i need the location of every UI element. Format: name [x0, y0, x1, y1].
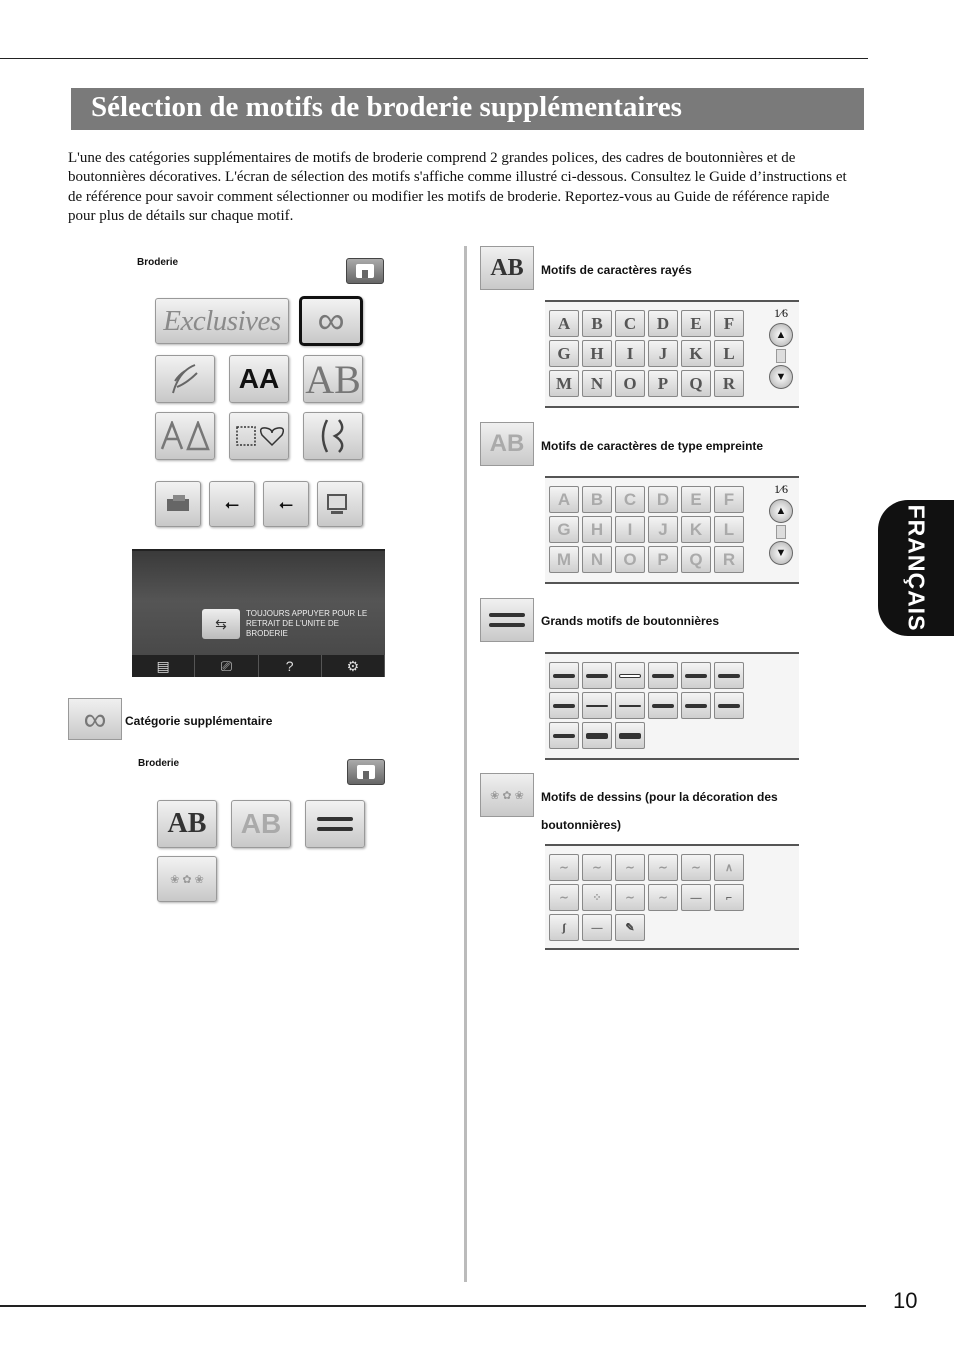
letter-cell[interactable]: N [582, 370, 612, 397]
letter-cell[interactable]: F [714, 486, 744, 513]
letter-cell[interactable]: R [714, 370, 744, 397]
toolbar-doc-button[interactable]: ▤ [132, 655, 195, 677]
buttonholes-panel [545, 652, 799, 760]
drawing-cell[interactable] [681, 854, 711, 881]
decoration-icon: ∼ [625, 862, 635, 874]
page-fraction: 1⁄6 [773, 306, 788, 320]
striped-letters-grid [549, 310, 744, 397]
font-category-button[interactable] [229, 355, 289, 403]
drawing-cell[interactable] [615, 884, 645, 911]
letter-cell[interactable]: B [582, 486, 612, 513]
scrollbar[interactable] [776, 525, 786, 539]
scroll-up-button[interactable]: ▲ [769, 323, 793, 347]
decoration-icon: — [690, 891, 702, 904]
striped-letters-panel [545, 300, 799, 408]
usb-mouse-icon: ⭠ [278, 493, 294, 514]
usb-button[interactable] [209, 481, 255, 527]
buttonhole-cell[interactable] [615, 692, 645, 719]
letter-cell[interactable]: L [714, 340, 744, 367]
imprint-letters-icon: AB [240, 808, 282, 839]
striped-letters-icon: AB [167, 808, 207, 839]
buttonhole-cell[interactable] [582, 662, 612, 689]
letter-cell[interactable]: P [648, 546, 678, 573]
letter-cell[interactable]: A [549, 310, 579, 337]
screen1-label: Broderie [137, 257, 179, 268]
pager [766, 306, 796, 391]
buttonhole-cell[interactable] [714, 692, 744, 719]
infinity-icon: ∞ [83, 700, 107, 737]
drawing-cell[interactable] [714, 884, 744, 911]
letter-cell[interactable]: Q [681, 546, 711, 573]
striped-thumb [480, 246, 534, 290]
home-icon [356, 264, 374, 278]
decoration-icon: — [591, 921, 603, 934]
infinity-icon: ∞ [317, 299, 345, 342]
drawing-cell[interactable] [549, 914, 579, 941]
home-icon [357, 765, 375, 779]
screen2-label: Broderie [138, 758, 180, 769]
column-divider [464, 246, 467, 1282]
drawing-cell[interactable] [648, 884, 678, 911]
status-screen [132, 549, 385, 677]
drawings-panel [545, 844, 799, 950]
top-rule [0, 58, 868, 59]
decoration-icon: ❀ ✿ ❀ [490, 789, 524, 802]
letter-cell[interactable]: M [549, 370, 579, 397]
letter-cell[interactable]: R [714, 546, 744, 573]
buttonhole-cell[interactable] [549, 722, 579, 749]
letter-cell[interactable]: D [648, 486, 678, 513]
drawing-cell[interactable] [582, 854, 612, 881]
category-caption: Catégorie supplémentaire [125, 714, 273, 728]
letter-cell[interactable]: A [549, 486, 579, 513]
letter-cell[interactable]: L [714, 516, 744, 543]
machine-memory-button[interactable] [155, 481, 201, 527]
decoration-icon: ⁘ [592, 892, 602, 904]
letter-cell[interactable]: Q [681, 370, 711, 397]
floral-category-button[interactable] [155, 355, 215, 403]
letter-cell[interactable]: E [681, 486, 711, 513]
drawings-thumb [480, 773, 534, 817]
letter-cell[interactable]: I [615, 340, 645, 367]
pager [766, 482, 796, 567]
font-ab-label: AB [305, 356, 361, 402]
scroll-down-button[interactable]: ▼ [769, 541, 793, 565]
letter-cell[interactable]: K [681, 340, 711, 367]
buttonhole-cell[interactable] [549, 692, 579, 719]
drawings-button[interactable] [157, 856, 217, 902]
striped-letters-icon: AB [490, 254, 524, 281]
decoration-icon: ʃ [562, 921, 566, 934]
drawing-cell[interactable] [582, 884, 612, 911]
imprint-letters-icon: AB [489, 430, 525, 457]
striped-caption: Motifs de caractères rayés [541, 263, 692, 277]
drawing-cell[interactable] [582, 914, 612, 941]
buttonhole-cell[interactable] [681, 692, 711, 719]
letter-cell[interactable]: D [648, 310, 678, 337]
buttonhole-cell[interactable] [615, 662, 645, 689]
decoration-icon: ∼ [559, 892, 569, 904]
letter-cell[interactable]: J [648, 516, 678, 543]
drawings-caption-line2: boutonnières) [541, 818, 621, 832]
drawings-caption-line1: Motifs de dessins (pour la décoration des [541, 790, 778, 804]
letter-cell[interactable]: H [582, 516, 612, 543]
buttonholes-grid [549, 662, 744, 749]
alphabet-outline-button[interactable] [155, 412, 215, 460]
decoration-icon: ✎ [625, 922, 635, 934]
title-bar [71, 88, 864, 130]
usb-icon: ⭠ [224, 493, 240, 514]
computer-icon [325, 492, 355, 516]
letter-cell[interactable]: N [582, 546, 612, 573]
drawings-grid [549, 854, 744, 941]
decoration-icon: ⌐ [725, 891, 733, 904]
intro-paragraph: L'une des catégories supplémentaires de motifs de broderie comprend 2 grandes polices, des cadres de boutonnières et de boutonnières décoratives. L'écran de sélection des motifs s'affiche comme illustré ci-dessous. Consultez le Guide d’instructions et de référence pour savoir comment sélectionner ou modifier les motifs de broderie. Reportez-vous au Guide de référence rapide pour plus de détails sur chaque motif. [68, 150, 847, 224]
buttonholes-thumb [480, 598, 534, 642]
home-button[interactable] [346, 258, 384, 284]
decoration-icon: ∼ [691, 862, 701, 874]
buttonhole-cell[interactable] [582, 692, 612, 719]
decoration-icon: ∼ [559, 862, 569, 874]
decoration-icon: ∼ [658, 892, 668, 904]
language-tab [878, 500, 954, 636]
letter-cell[interactable]: G [549, 340, 579, 367]
stitch-icon [313, 416, 353, 456]
letter-cell[interactable]: I [615, 516, 645, 543]
exclusives-button[interactable] [155, 298, 289, 344]
letter-cell[interactable]: B [582, 310, 612, 337]
scroll-down-button[interactable]: ▼ [769, 365, 793, 389]
striped-letters-button[interactable] [157, 800, 217, 848]
buttonhole-icon [317, 817, 353, 831]
drawing-cell[interactable] [549, 854, 579, 881]
machine-icon [163, 493, 193, 515]
drawing-cell[interactable] [714, 854, 744, 881]
status-message: TOUJOURS APPUYER POUR LE RETRAIT DE L'UNITE DE BRODERIE [246, 609, 368, 638]
utility-category-button[interactable] [303, 412, 363, 460]
letter-cell[interactable]: J [648, 340, 678, 367]
scrollbar[interactable] [776, 349, 786, 363]
buttonhole-cell[interactable] [714, 662, 744, 689]
bottom-rule [0, 1305, 866, 1307]
exclusives-label: Exclusives [163, 304, 281, 337]
page-fraction: 1⁄6 [773, 482, 788, 496]
screen-toolbar [132, 655, 385, 677]
monogram-category-button[interactable] [303, 355, 363, 403]
frame-category-button[interactable] [229, 412, 289, 460]
decoration-icon: ∧ [724, 862, 734, 874]
buttonhole-cell[interactable] [681, 662, 711, 689]
letter-cell[interactable]: K [681, 516, 711, 543]
home-button[interactable] [347, 759, 385, 785]
drawing-cell[interactable] [549, 884, 579, 911]
letter-cell[interactable]: O [615, 546, 645, 573]
computer-usb-button[interactable] [317, 481, 363, 527]
buttonhole-cell[interactable] [615, 722, 645, 749]
font-aa-label: AA [238, 363, 280, 394]
scroll-up-button[interactable]: ▲ [769, 499, 793, 523]
category-thumb [68, 698, 122, 740]
buttonholes-caption: Grands motifs de boutonnières [541, 614, 720, 628]
page-number: 10 [893, 1288, 918, 1313]
buttonhole-cell[interactable] [582, 722, 612, 749]
letter-cell[interactable]: H [582, 340, 612, 367]
imprint-letters-panel [545, 476, 799, 584]
drawing-cell[interactable] [681, 884, 711, 911]
imprint-thumb [480, 422, 534, 466]
toolbar-help-button[interactable]: ? [259, 655, 322, 677]
imprint-caption: Motifs de caractères de type empreinte [541, 439, 764, 453]
language-tab-label: FRANÇAIS [903, 504, 930, 632]
decoration-icon: ∼ [658, 862, 668, 874]
imprint-letters-grid [549, 486, 744, 573]
outline-letters-icon [160, 421, 210, 451]
remove-unit-icon: ⇆ [202, 609, 240, 639]
decoration-icon: ❀ ✿ ❀ [170, 873, 204, 886]
letter-cell[interactable]: O [615, 370, 645, 397]
drawing-cell[interactable] [615, 914, 645, 941]
buttonholes-button[interactable] [305, 800, 365, 848]
letter-cell[interactable]: C [615, 310, 645, 337]
leaf-icon [165, 361, 205, 397]
decoration-icon: ∼ [592, 862, 602, 874]
buttonhole-cell[interactable] [648, 692, 678, 719]
letter-cell[interactable]: M [549, 546, 579, 573]
additional-category-button[interactable] [299, 296, 363, 346]
letter-cell[interactable]: E [681, 310, 711, 337]
letter-cell[interactable]: P [648, 370, 678, 397]
frame-shapes-icon [234, 423, 284, 449]
drawing-cell[interactable] [615, 854, 645, 881]
toolbar-settings-button[interactable]: ⚙ [322, 655, 385, 677]
letter-cell[interactable]: F [714, 310, 744, 337]
drawing-cell[interactable] [648, 854, 678, 881]
buttonhole-icon [489, 613, 525, 627]
usb-mouse-button[interactable] [263, 481, 309, 527]
page-title: Sélection de motifs de broderie supplémentaires [91, 91, 682, 123]
buttonhole-cell[interactable] [648, 662, 678, 689]
letter-cell[interactable]: G [549, 516, 579, 543]
decoration-icon: ∼ [625, 892, 635, 904]
letter-cell[interactable]: C [615, 486, 645, 513]
imprint-letters-button[interactable] [231, 800, 291, 848]
toolbar-machine-button[interactable]: ⎚ [195, 655, 258, 677]
buttonhole-cell[interactable] [549, 662, 579, 689]
